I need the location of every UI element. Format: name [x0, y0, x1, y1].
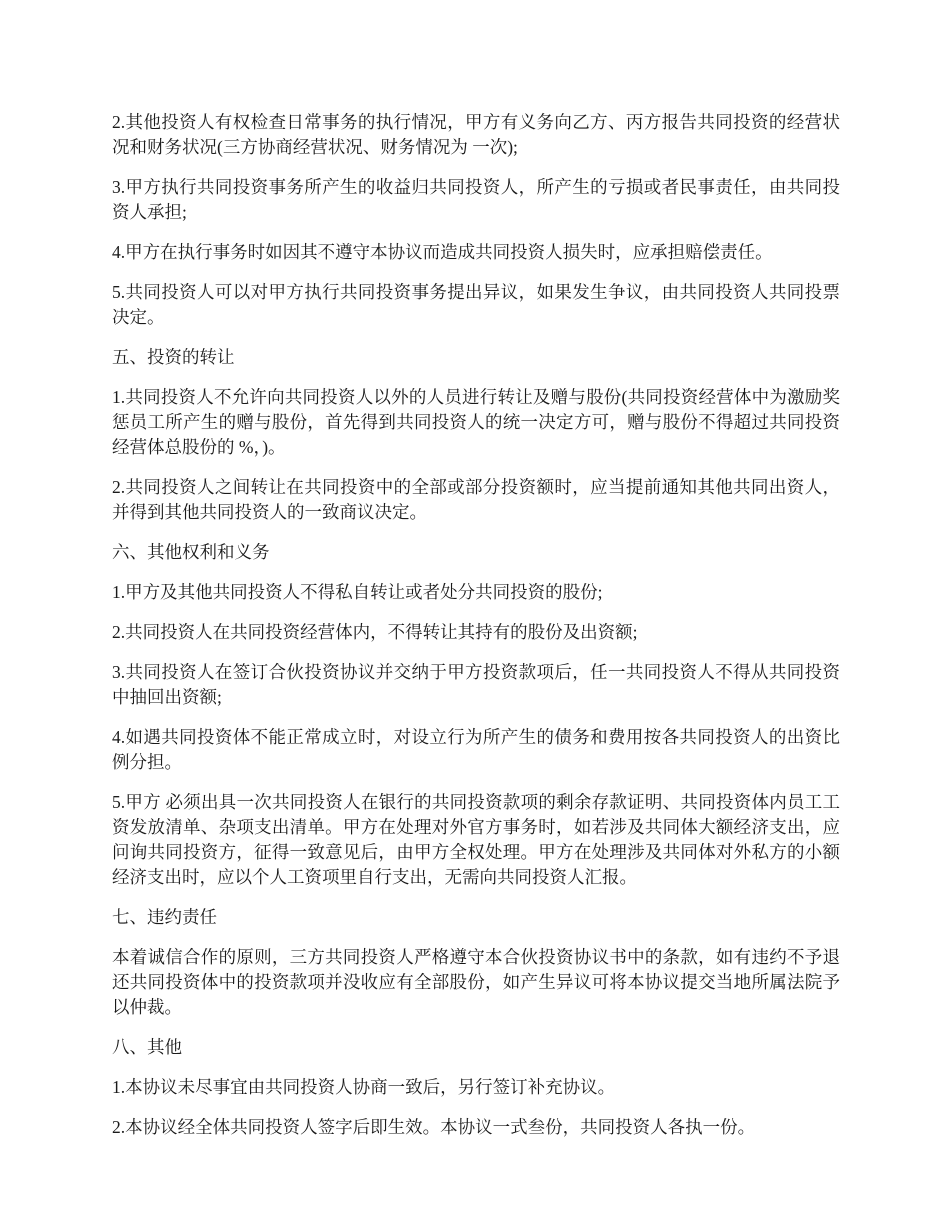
section-heading: 六、其他权利和义务 — [112, 542, 270, 562]
clause-paragraph: 本着诚信合作的原则，三方共同投资人严格遵守本合伙投资协议书中的条款，如有违约不予退还共同投资体中的投资款项并没收应有全部股份，如产生异议可将本协议提交当地所属法院予以仲裁。 — [112, 947, 840, 1017]
clause-paragraph: 2.其他投资人有权检查日常事务的执行情况，甲方有义务向乙方、丙方报告共同投资的经营状况和财务状况(三方协商经营状况、财务情况为 一次); — [112, 112, 840, 157]
clause-paragraph: 1.甲方及其他共同投资人不得私自转让或者处分共同投资的股份; — [112, 582, 603, 602]
clause-paragraph: 3.甲方执行共同投资事务所产生的收益归共同投资人，所产生的亏损或者民事责任，由共同投资人承担; — [112, 177, 840, 222]
clause-paragraph: 4.如遇共同投资体不能正常成立时，对设立行为所产生的债务和费用按各共同投资人的出资比例分担。 — [112, 727, 840, 772]
clause-paragraph: 4.甲方在执行事务时如因其不遵守本协议而造成共同投资人损失时，应承担赔偿责任。 — [112, 242, 773, 262]
clause-paragraph: 2.共同投资人在共同投资经营体内，不得转让其持有的股份及出资额; — [112, 622, 638, 642]
document-page — [112, 110, 840, 1155]
clause-paragraph: 2.共同投资人之间转让在共同投资中的全部或部分投资额时，应当提前通知其他共同出资人，并得到其他共同投资人的一致商议决定。 — [112, 477, 840, 522]
section-heading: 五、投资的转让 — [112, 347, 235, 367]
section-heading: 八、其他 — [112, 1037, 182, 1057]
clause-paragraph: 5.共同投资人可以对甲方执行共同投资事务提出异议，如果发生争议，由共同投资人共同投票决定。 — [112, 282, 840, 327]
clause-paragraph: 1.本协议未尽事宜由共同投资人协商一致后，另行签订补充协议。 — [112, 1077, 616, 1097]
clause-paragraph: 2.本协议经全体共同投资人签字后即生效。本协议一式叁份，共同投资人各执一份。 — [112, 1117, 756, 1137]
clause-paragraph: 5.甲方 必须出具一次共同投资人在银行的共同投资款项的剩余存款证明、共同投资体内员工工资发放清单、杂项支出清单。甲方在处理对外官方事务时，如若涉及共同体大额经济支出，应问询共同投资方，征得一致意见后，由甲方全权处理。甲方在处理涉及共同体对外私方的小额经济支出时，应以个人工资项里自行支出，无需向共同投资人汇报。 — [112, 792, 840, 887]
clause-paragraph: 3.共同投资人在签订合伙投资协议并交纳于甲方投资款项后，任一共同投资人不得从共同投资中抽回出资额; — [112, 662, 840, 707]
clause-paragraph: 1.共同投资人不允许向共同投资人以外的人员进行转让及赠与股份(共同投资经营体中为激励奖惩员工所产生的赠与股份，首先得到共同投资人的统一决定方可，赠与股份不得超过共同投资经营体总股份的 %，)。 — [112, 387, 840, 457]
section-heading: 七、违约责任 — [112, 907, 217, 927]
